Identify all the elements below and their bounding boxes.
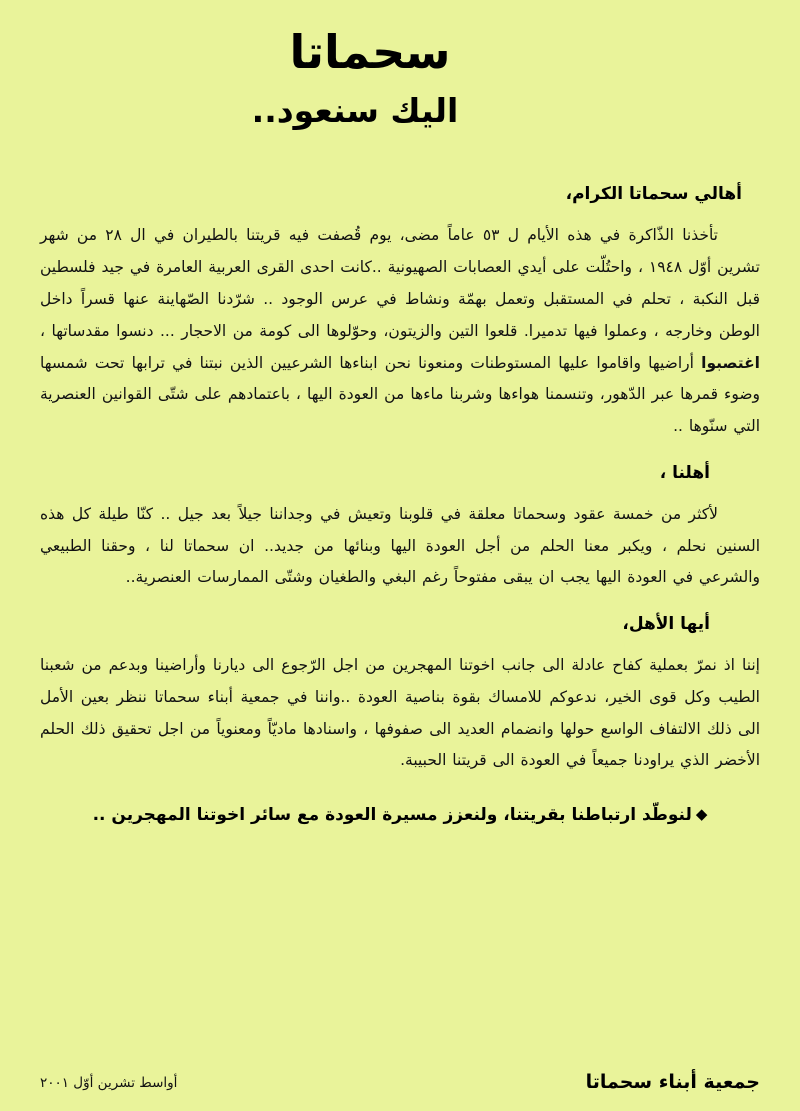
salutation-primary: أهالي سحماتا الكرام،	[565, 184, 742, 205]
body-paragraph-3	[40, 650, 760, 777]
paragraph-1-text: تأخذنا الذّاكرة في هذه الأيام ل ٥٣ عاماً مضى، يوم قُصفت فيه قريتنا بالطيران في ال ٢٨ من شهر تشرين أوّل ١٩٤٨ ، واحتُلّت على أيدي العصابات الصهيونية ..كانت احدى القرى العربية العامرة في جيد فلسطين قبل النكبة ، تحلم في المستقبل وتعمل بهمّة ونشاط في عرس الوجود .. شرّدنا الصّهاينة عنها قسراً داخل الوطن وخارجه ، وعملوا فيها تدميرا. قلعوا التين والزيتون، وحوّلوها الى كومة من الاحجار ... دنسوا مقدساتها ، اغتصبوا أراضيها واقاموا عليها المستوطنات ومنعونا نحن ابناءها الشرعيين الذين نبتنا في ترابها تحت شمسها وضوء قمرها عبر الدّهور، وتنسمنا هواءها وشربنا ماءها من العودة اليها ، باعتمادهم على شتّى القوانين العنصرية التي سنّوها ..	[40, 226, 760, 436]
page-subtitle: اليك سنعود..	[251, 90, 459, 130]
closing-slogan	[40, 805, 760, 825]
document-header	[40, 26, 760, 130]
diamond-bullet-icon: ◆	[695, 805, 708, 824]
body-paragraph-2	[40, 499, 760, 594]
footer-signature: جمعية أبناء سحماتا	[585, 1071, 760, 1093]
page-title: سحماتا	[289, 25, 451, 79]
document-footer	[40, 1071, 760, 1093]
slogan-text: لنوطّد ارتباطنا بقريتنا، ولنعزز مسيرة العودة مع سائر اخوتنا المهجرين ..	[92, 805, 692, 826]
paragraph-2-text: لأكثر من خمسة عقود وسحماتا معلقة في قلوبنا وتعيش في وجداننا جيلاً بعد جيل .. كنّا طيلة كل هذه السنين نحلم ، ويكبر معنا الحلم من أجل العودة اليها وبنائها من جديد.. ان سحماتا لنا ، وحقنا الطبيعي والشرعي في العودة اليها يجب ان يبقى مفتوحاً رغم البغي والطغيان وشتّى الممارسات العنصرية..	[40, 504, 760, 587]
body-paragraph-1	[40, 220, 760, 442]
salutation-secondary: أهلنا ،	[659, 462, 710, 483]
footer-date: أواسط تشرين أوّل ٢٠٠١	[40, 1075, 178, 1091]
paragraph-3-text: إننا اذ نمرّ بعملية كفاح عادلة الى جانب اخوتنا المهجرين من اجل الرّجوع الى ديارنا وأراضينا وبدعم من شعبنا الطيب وكل قوى الخير، ندعوكم للامساك بقوة بناصية العودة ..واننا في جمعية أبناء سحماتا ننظر بعين الأمل الى ذلك الالتفاف الواسع حولها وانضمام العديد الى صفوفها ، واسنادها ماديّاً ومعنوياً من اجل تحقيق ذلك الحلم الأخضر الذي يراودنا جميعاً في العودة الى قريتنا الحبيبة.	[40, 656, 760, 770]
salutation-tertiary: أيها الأهل،	[622, 614, 710, 635]
